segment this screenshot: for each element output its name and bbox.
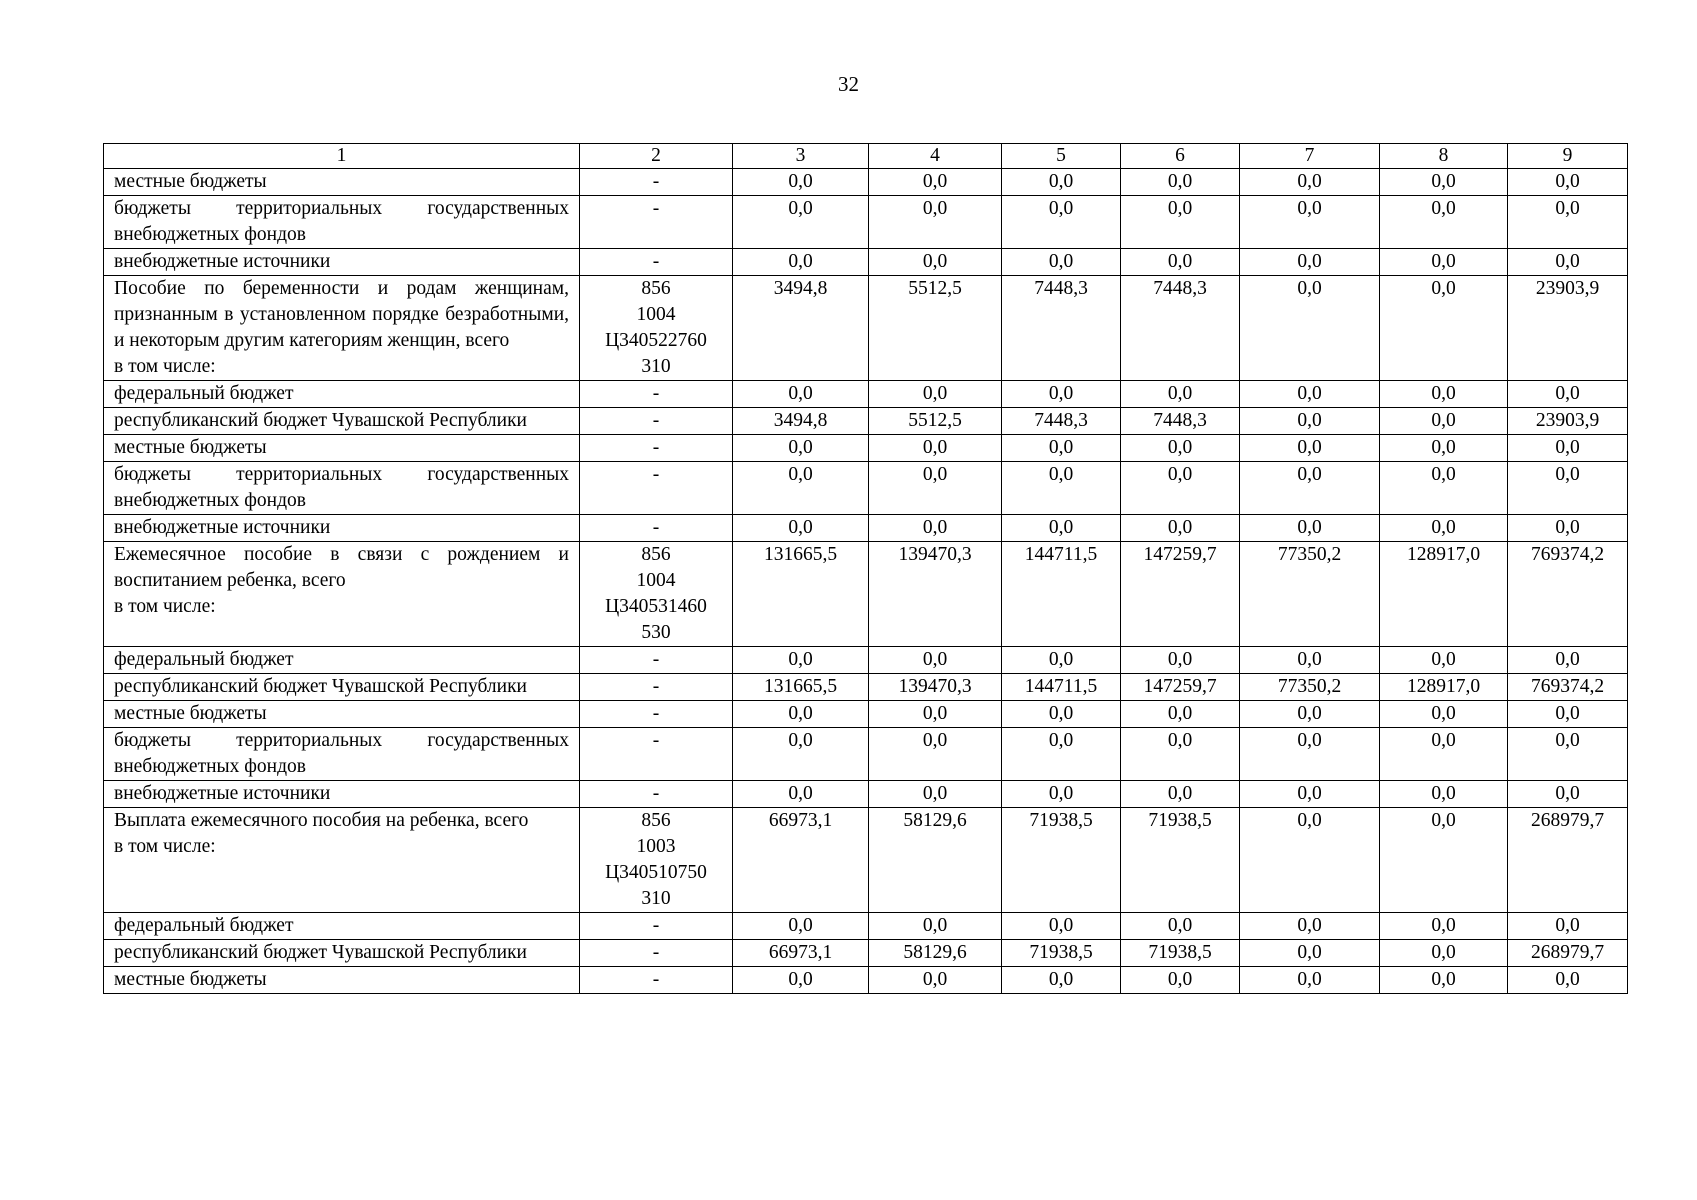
table-row	[104, 169, 1628, 196]
value-cell-col-9: 0,0	[1508, 196, 1628, 249]
budget-code	[580, 808, 733, 913]
budget-table	[103, 143, 1628, 994]
value-cell-col-9: 769374,2	[1508, 674, 1628, 701]
value-cell-col-7: 0,0	[1240, 249, 1380, 276]
table-row	[104, 408, 1628, 435]
value-cell-col-8: 0,0	[1380, 647, 1508, 674]
table-row	[104, 515, 1628, 542]
budget-code-line: 1003	[636, 836, 676, 857]
budget-code-line: 310	[641, 356, 671, 377]
value-cell-col-9: 0,0	[1508, 462, 1628, 515]
table-header-row	[104, 144, 1628, 169]
description-line: в том числе:	[114, 356, 216, 377]
budget-code	[580, 249, 733, 276]
value-cell-col-3: 0,0	[733, 913, 869, 940]
budget-code	[580, 913, 733, 940]
row-description	[104, 967, 580, 994]
value-cell-col-4: 0,0	[869, 913, 1002, 940]
row-description	[104, 169, 580, 196]
value-cell-col-7: 0,0	[1240, 276, 1380, 381]
budget-code-line: -	[652, 703, 660, 724]
budget-code	[580, 169, 733, 196]
value-cell-col-5: 144711,5	[1002, 542, 1121, 647]
table-row	[104, 674, 1628, 701]
value-cell-col-6: 0,0	[1121, 169, 1240, 196]
header-cell: 4	[869, 144, 1002, 169]
description-line: в том числе:	[114, 596, 216, 617]
budget-code-line: Ц340531460	[605, 596, 707, 617]
value-cell-col-8: 0,0	[1380, 808, 1508, 913]
row-description	[104, 276, 580, 381]
budget-code	[580, 647, 733, 674]
value-cell-col-3: 0,0	[733, 647, 869, 674]
row-description	[104, 940, 580, 967]
value-cell-col-6: 0,0	[1121, 462, 1240, 515]
value-cell-col-9: 268979,7	[1508, 940, 1628, 967]
value-cell-col-8: 0,0	[1380, 781, 1508, 808]
description-line: внебюджетные источники	[114, 251, 331, 272]
budget-code	[580, 701, 733, 728]
budget-code	[580, 728, 733, 781]
description-line: Ежемесячное пособие в связи с рождением и воспитанием ребенка, всего	[114, 544, 569, 591]
budget-code	[580, 462, 733, 515]
value-cell-col-9: 23903,9	[1508, 276, 1628, 381]
value-cell-col-4: 58129,6	[869, 808, 1002, 913]
table-row	[104, 435, 1628, 462]
budget-code-line: -	[652, 383, 660, 404]
value-cell-col-8: 0,0	[1380, 701, 1508, 728]
value-cell-col-8: 0,0	[1380, 435, 1508, 462]
value-cell-col-6: 0,0	[1121, 381, 1240, 408]
table-row	[104, 967, 1628, 994]
table-row	[104, 381, 1628, 408]
value-cell-col-7: 0,0	[1240, 169, 1380, 196]
budget-code	[580, 542, 733, 647]
value-cell-col-7: 77350,2	[1240, 542, 1380, 647]
value-cell-col-6: 7448,3	[1121, 408, 1240, 435]
value-cell-col-7: 0,0	[1240, 808, 1380, 913]
row-description	[104, 542, 580, 647]
budget-code-line: -	[652, 942, 660, 963]
value-cell-col-7: 0,0	[1240, 408, 1380, 435]
value-cell-col-5: 0,0	[1002, 515, 1121, 542]
header-cell: 7	[1240, 144, 1380, 169]
description-line: Пособие по беременности и родам женщинам, признанным в установленном порядке безработными, и некоторым другим категориям женщин, всего	[114, 278, 569, 351]
value-cell-col-5: 0,0	[1002, 381, 1121, 408]
value-cell-col-3: 0,0	[733, 169, 869, 196]
value-cell-col-4: 0,0	[869, 967, 1002, 994]
budget-code-line: -	[652, 198, 660, 219]
value-cell-col-7: 0,0	[1240, 701, 1380, 728]
value-cell-col-6: 71938,5	[1121, 808, 1240, 913]
value-cell-col-3: 3494,8	[733, 408, 869, 435]
value-cell-col-6: 147259,7	[1121, 674, 1240, 701]
header-cell: 8	[1380, 144, 1508, 169]
table-row	[104, 701, 1628, 728]
value-cell-col-6: 0,0	[1121, 913, 1240, 940]
budget-code	[580, 381, 733, 408]
value-cell-col-4: 5512,5	[869, 408, 1002, 435]
value-cell-col-7: 0,0	[1240, 781, 1380, 808]
budget-code-line: 856	[641, 544, 671, 565]
header-cell: 5	[1002, 144, 1121, 169]
value-cell-col-4: 139470,3	[869, 542, 1002, 647]
value-cell-col-7: 77350,2	[1240, 674, 1380, 701]
description-line: республиканский бюджет Чувашской Республики	[114, 676, 527, 697]
value-cell-col-4: 0,0	[869, 435, 1002, 462]
value-cell-col-7: 0,0	[1240, 913, 1380, 940]
value-cell-col-5: 144711,5	[1002, 674, 1121, 701]
value-cell-col-7: 0,0	[1240, 462, 1380, 515]
value-cell-col-3: 0,0	[733, 381, 869, 408]
value-cell-col-9: 0,0	[1508, 781, 1628, 808]
description-line: федеральный бюджет	[114, 915, 294, 936]
value-cell-col-7: 0,0	[1240, 196, 1380, 249]
value-cell-col-8: 0,0	[1380, 913, 1508, 940]
table-row	[104, 276, 1628, 381]
value-cell-col-5: 0,0	[1002, 913, 1121, 940]
value-cell-col-4: 0,0	[869, 196, 1002, 249]
description-line: местные бюджеты	[114, 437, 267, 458]
value-cell-col-5: 71938,5	[1002, 940, 1121, 967]
value-cell-col-6: 0,0	[1121, 515, 1240, 542]
budget-code-line: 530	[641, 622, 671, 643]
value-cell-col-7: 0,0	[1240, 967, 1380, 994]
budget-code-line: -	[652, 410, 660, 431]
budget-code	[580, 940, 733, 967]
page-number: 32	[838, 72, 859, 96]
row-description	[104, 408, 580, 435]
value-cell-col-8: 0,0	[1380, 940, 1508, 967]
value-cell-col-8: 0,0	[1380, 169, 1508, 196]
value-cell-col-4: 0,0	[869, 701, 1002, 728]
budget-code	[580, 408, 733, 435]
budget-code-line: -	[652, 437, 660, 458]
budget-code	[580, 781, 733, 808]
value-cell-col-4: 139470,3	[869, 674, 1002, 701]
value-cell-col-6: 71938,5	[1121, 940, 1240, 967]
value-cell-col-3: 66973,1	[733, 808, 869, 913]
value-cell-col-6: 0,0	[1121, 249, 1240, 276]
budget-code-line: -	[652, 649, 660, 670]
value-cell-col-6: 147259,7	[1121, 542, 1240, 647]
value-cell-col-7: 0,0	[1240, 515, 1380, 542]
value-cell-col-3: 0,0	[733, 967, 869, 994]
value-cell-col-8: 0,0	[1380, 408, 1508, 435]
value-cell-col-4: 0,0	[869, 249, 1002, 276]
row-description	[104, 913, 580, 940]
description-line: республиканский бюджет Чувашской Республики	[114, 410, 527, 431]
budget-code-line: -	[652, 730, 660, 751]
value-cell-col-7: 0,0	[1240, 381, 1380, 408]
budget-code-line: -	[652, 676, 660, 697]
table-row	[104, 781, 1628, 808]
description-line: Выплата ежемесячного пособия на ребенка, всего	[114, 810, 529, 831]
value-cell-col-7: 0,0	[1240, 940, 1380, 967]
table-row	[104, 913, 1628, 940]
description-line: республиканский бюджет Чувашской Республики	[114, 942, 527, 963]
value-cell-col-6: 7448,3	[1121, 276, 1240, 381]
description-line: федеральный бюджет	[114, 383, 294, 404]
value-cell-col-3: 3494,8	[733, 276, 869, 381]
value-cell-col-9: 0,0	[1508, 249, 1628, 276]
value-cell-col-3: 0,0	[733, 435, 869, 462]
table-row	[104, 542, 1628, 647]
value-cell-col-5: 0,0	[1002, 728, 1121, 781]
row-description	[104, 781, 580, 808]
budget-code-line: -	[652, 969, 660, 990]
value-cell-col-4: 58129,6	[869, 940, 1002, 967]
row-description	[104, 249, 580, 276]
header-cell: 3	[733, 144, 869, 169]
value-cell-col-5: 0,0	[1002, 249, 1121, 276]
table-row	[104, 249, 1628, 276]
value-cell-col-5: 0,0	[1002, 196, 1121, 249]
value-cell-col-4: 0,0	[869, 647, 1002, 674]
value-cell-col-3: 66973,1	[733, 940, 869, 967]
description-line: местные бюджеты	[114, 703, 267, 724]
value-cell-col-3: 0,0	[733, 196, 869, 249]
table-row	[104, 940, 1628, 967]
value-cell-col-3: 0,0	[733, 728, 869, 781]
value-cell-col-9: 0,0	[1508, 381, 1628, 408]
value-cell-col-4: 0,0	[869, 728, 1002, 781]
value-cell-col-3: 0,0	[733, 249, 869, 276]
value-cell-col-9: 0,0	[1508, 515, 1628, 542]
value-cell-col-3: 0,0	[733, 515, 869, 542]
header-cell: 1	[104, 144, 580, 169]
row-description	[104, 462, 580, 515]
budget-code-line: 856	[641, 278, 671, 299]
row-description	[104, 808, 580, 913]
value-cell-col-9: 0,0	[1508, 169, 1628, 196]
value-cell-col-8: 0,0	[1380, 515, 1508, 542]
value-cell-col-3: 0,0	[733, 462, 869, 515]
header-cell: 2	[580, 144, 733, 169]
budget-code-line: 1004	[636, 570, 676, 591]
value-cell-col-4: 5512,5	[869, 276, 1002, 381]
value-cell-col-9: 23903,9	[1508, 408, 1628, 435]
value-cell-col-5: 0,0	[1002, 462, 1121, 515]
table-body	[104, 144, 1628, 994]
description-line: бюджеты территориальных государственных внебюджетных фондов	[114, 730, 569, 777]
description-line: внебюджетные источники	[114, 783, 331, 804]
description-line: федеральный бюджет	[114, 649, 294, 670]
value-cell-col-6: 0,0	[1121, 728, 1240, 781]
row-description	[104, 701, 580, 728]
value-cell-col-9: 0,0	[1508, 647, 1628, 674]
description-line: местные бюджеты	[114, 969, 267, 990]
budget-code	[580, 276, 733, 381]
value-cell-col-7: 0,0	[1240, 728, 1380, 781]
value-cell-col-6: 0,0	[1121, 435, 1240, 462]
row-description	[104, 647, 580, 674]
value-cell-col-3: 0,0	[733, 781, 869, 808]
row-description	[104, 381, 580, 408]
description-line: бюджеты территориальных государственных внебюджетных фондов	[114, 198, 569, 245]
value-cell-col-3: 131665,5	[733, 542, 869, 647]
value-cell-col-8: 0,0	[1380, 249, 1508, 276]
value-cell-col-5: 0,0	[1002, 435, 1121, 462]
value-cell-col-5: 7448,3	[1002, 408, 1121, 435]
value-cell-col-9: 0,0	[1508, 913, 1628, 940]
description-line: внебюджетные источники	[114, 517, 331, 538]
budget-code-line: Ц340522760	[605, 330, 707, 351]
value-cell-col-9: 0,0	[1508, 728, 1628, 781]
table-row	[104, 462, 1628, 515]
row-description	[104, 728, 580, 781]
row-description	[104, 196, 580, 249]
row-description	[104, 515, 580, 542]
budget-code	[580, 967, 733, 994]
value-cell-col-3: 0,0	[733, 701, 869, 728]
budget-code-line: -	[652, 783, 660, 804]
header-cell: 6	[1121, 144, 1240, 169]
value-cell-col-4: 0,0	[869, 381, 1002, 408]
value-cell-col-5: 71938,5	[1002, 808, 1121, 913]
value-cell-col-5: 0,0	[1002, 647, 1121, 674]
value-cell-col-4: 0,0	[869, 462, 1002, 515]
value-cell-col-6: 0,0	[1121, 701, 1240, 728]
value-cell-col-7: 0,0	[1240, 435, 1380, 462]
budget-code-line: -	[652, 251, 660, 272]
description-line: в том числе:	[114, 836, 216, 857]
budget-code-line: Ц340510750	[605, 862, 707, 883]
value-cell-col-5: 0,0	[1002, 169, 1121, 196]
value-cell-col-9: 0,0	[1508, 435, 1628, 462]
table-row	[104, 196, 1628, 249]
value-cell-col-4: 0,0	[869, 169, 1002, 196]
budget-code	[580, 674, 733, 701]
budget-code-line: -	[652, 171, 660, 192]
value-cell-col-6: 0,0	[1121, 967, 1240, 994]
header-cell: 9	[1508, 144, 1628, 169]
value-cell-col-6: 0,0	[1121, 781, 1240, 808]
value-cell-col-8: 0,0	[1380, 276, 1508, 381]
value-cell-col-8: 128917,0	[1380, 674, 1508, 701]
value-cell-col-5: 0,0	[1002, 967, 1121, 994]
value-cell-col-8: 0,0	[1380, 196, 1508, 249]
row-description	[104, 674, 580, 701]
value-cell-col-5: 7448,3	[1002, 276, 1121, 381]
table-row	[104, 647, 1628, 674]
budget-code-line: -	[652, 464, 660, 485]
value-cell-col-6: 0,0	[1121, 196, 1240, 249]
budget-code	[580, 515, 733, 542]
value-cell-col-8: 0,0	[1380, 462, 1508, 515]
description-line: бюджеты территориальных государственных внебюджетных фондов	[114, 464, 569, 511]
value-cell-col-4: 0,0	[869, 515, 1002, 542]
value-cell-col-6: 0,0	[1121, 647, 1240, 674]
budget-code	[580, 435, 733, 462]
value-cell-col-8: 0,0	[1380, 967, 1508, 994]
value-cell-col-3: 131665,5	[733, 674, 869, 701]
value-cell-col-8: 0,0	[1380, 381, 1508, 408]
value-cell-col-5: 0,0	[1002, 701, 1121, 728]
value-cell-col-9: 769374,2	[1508, 542, 1628, 647]
table-row	[104, 728, 1628, 781]
value-cell-col-5: 0,0	[1002, 781, 1121, 808]
budget-code-line: 1004	[636, 304, 676, 325]
value-cell-col-8: 128917,0	[1380, 542, 1508, 647]
value-cell-col-9: 268979,7	[1508, 808, 1628, 913]
description-line: местные бюджеты	[114, 171, 267, 192]
budget-code-line: 856	[641, 810, 671, 831]
value-cell-col-4: 0,0	[869, 781, 1002, 808]
budget-code-line: 310	[641, 888, 671, 909]
value-cell-col-9: 0,0	[1508, 967, 1628, 994]
budget-code-line: -	[652, 517, 660, 538]
value-cell-col-8: 0,0	[1380, 728, 1508, 781]
value-cell-col-9: 0,0	[1508, 701, 1628, 728]
budget-table-container	[103, 143, 1627, 994]
value-cell-col-7: 0,0	[1240, 647, 1380, 674]
table-row	[104, 808, 1628, 913]
row-description	[104, 435, 580, 462]
budget-code	[580, 196, 733, 249]
budget-code-line: -	[652, 915, 660, 936]
